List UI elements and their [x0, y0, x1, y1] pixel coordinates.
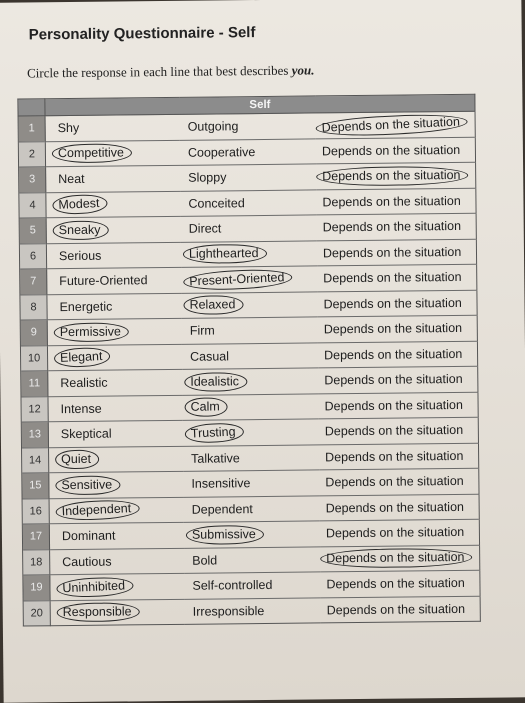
option-c-label: Depends on the situation: [323, 321, 463, 337]
option-b-cell[interactable]: [184, 521, 320, 548]
option-b-cell[interactable]: [183, 419, 319, 446]
option-a-label: Cautious: [62, 554, 112, 569]
option-b-cell[interactable]: [182, 342, 318, 369]
option-a-label-circled: Uninhibited: [56, 576, 133, 598]
option-b-label-circled: Lighthearted: [183, 244, 267, 264]
row-number: 4: [19, 192, 46, 218]
row-number: 7: [20, 269, 47, 295]
row-number: 6: [19, 243, 46, 269]
row-number: 11: [21, 371, 48, 397]
row-number: 20: [23, 600, 50, 626]
option-a-cell[interactable]: [49, 446, 184, 473]
row-number: 17: [22, 524, 49, 550]
option-a-cell[interactable]: [47, 267, 182, 294]
option-c-label: Depends on the situation: [323, 346, 463, 363]
option-a-label-circled: Elegant: [54, 347, 111, 369]
row-number: 13: [21, 422, 48, 448]
option-c-cell[interactable]: [318, 315, 478, 342]
option-a-cell[interactable]: [49, 471, 184, 498]
option-b-label-circled: Idealistic: [184, 372, 247, 392]
option-c-cell[interactable]: [320, 570, 480, 597]
row-number: 2: [18, 141, 45, 167]
option-a-label: Dominant: [61, 528, 116, 544]
option-a-label-circled: Permissive: [54, 322, 129, 342]
option-c-label: Depends on the situation: [325, 525, 465, 541]
option-a-label-circled: Responsible: [57, 603, 140, 623]
option-c-cell[interactable]: [316, 188, 476, 215]
option-c-cell[interactable]: [317, 264, 477, 291]
option-c-cell[interactable]: [318, 341, 478, 368]
option-a-label-circled: Modest: [52, 194, 108, 215]
option-c-cell[interactable]: [320, 519, 480, 546]
option-a-cell[interactable]: [48, 420, 183, 447]
option-c-label: Depends on the situation: [322, 193, 461, 210]
option-c-label: Depends on the situation: [326, 576, 465, 592]
option-c-cell[interactable]: [316, 162, 476, 189]
option-c-label-circled: Depends on the situation: [316, 166, 468, 187]
option-b-label: Conceited: [188, 195, 245, 211]
option-c-cell[interactable]: [321, 596, 481, 623]
option-c-cell[interactable]: [317, 239, 477, 266]
option-a-cell[interactable]: [50, 548, 185, 575]
option-b-label-circled: Calm: [184, 398, 227, 417]
option-b-label-circled: Relaxed: [183, 295, 243, 315]
option-b-label: Cooperative: [187, 144, 256, 160]
option-b-cell[interactable]: [181, 266, 317, 293]
row-number: 16: [22, 498, 49, 524]
option-b-cell[interactable]: [180, 164, 316, 191]
row-number: 9: [20, 320, 47, 346]
option-c-label-circled: Depends on the situation: [315, 112, 468, 138]
option-b-cell[interactable]: [182, 393, 318, 420]
option-b-cell[interactable]: [181, 215, 317, 242]
option-c-cell[interactable]: [319, 468, 479, 495]
option-b-cell[interactable]: [184, 495, 320, 522]
option-c-cell[interactable]: [319, 417, 479, 444]
option-c-label: Depends on the situation: [324, 397, 463, 414]
option-b-cell[interactable]: [183, 470, 319, 497]
header-blank-cell: [18, 99, 45, 116]
option-c-label: Depends on the situation: [322, 244, 462, 261]
option-a-cell[interactable]: [49, 497, 184, 524]
option-b-label: Outgoing: [187, 119, 239, 135]
option-a-cell[interactable]: [50, 599, 185, 626]
option-b-cell[interactable]: [180, 189, 316, 216]
option-a-cell[interactable]: [45, 114, 180, 141]
option-c-cell[interactable]: [318, 392, 478, 419]
option-c-cell[interactable]: [316, 111, 476, 138]
option-b-label-circled: Trusting: [184, 422, 244, 444]
option-c-cell[interactable]: [317, 290, 477, 317]
option-c-cell[interactable]: [319, 443, 479, 470]
option-c-label: Depends on the situation: [326, 601, 466, 618]
table-body: [18, 111, 480, 626]
row-number: 12: [21, 396, 48, 422]
row-number: 5: [19, 218, 46, 244]
option-a-cell[interactable]: [50, 573, 185, 600]
option-b-label: Casual: [189, 349, 230, 364]
option-a-label: Intense: [60, 401, 102, 416]
option-b-cell[interactable]: [181, 291, 317, 318]
option-b-cell[interactable]: [183, 444, 319, 471]
option-c-label: Depends on the situation: [325, 448, 464, 465]
option-c-cell[interactable]: [316, 137, 476, 164]
option-b-cell[interactable]: [185, 597, 321, 624]
option-b-cell[interactable]: [184, 546, 320, 573]
option-a-label: Skeptical: [60, 426, 112, 442]
option-a-cell[interactable]: [46, 165, 181, 192]
option-b-cell[interactable]: [184, 572, 320, 599]
option-a-label: Realistic: [60, 375, 108, 391]
option-a-label: Serious: [58, 248, 102, 263]
option-a-cell[interactable]: [46, 242, 181, 269]
option-a-label-circled: Competitive: [52, 144, 132, 164]
row-number: 18: [23, 549, 50, 575]
row-number: 15: [22, 473, 49, 499]
option-b-cell[interactable]: [180, 113, 316, 140]
option-a-cell[interactable]: [47, 293, 182, 320]
instruction-text: Circle the response in each line that best describes: [27, 62, 292, 81]
option-a-label-circled: Sensitive: [55, 475, 120, 495]
row-number: 1: [18, 116, 45, 142]
option-c-label: Depends on the situation: [324, 423, 464, 439]
option-b-cell[interactable]: [181, 240, 317, 267]
row-number: 19: [23, 575, 50, 601]
option-b-label: Irresponsible: [192, 603, 265, 619]
option-b-label: Dependent: [191, 501, 253, 517]
instruction-line: [27, 62, 315, 81]
option-c-label: Depends on the situation: [321, 142, 461, 159]
option-a-cell[interactable]: [45, 140, 180, 167]
option-a-label: Future-Oriented: [59, 273, 148, 289]
option-a-cell[interactable]: [46, 191, 181, 218]
option-a-cell[interactable]: [48, 369, 183, 396]
row-number: 14: [22, 447, 49, 473]
option-a-label-circled: Independent: [55, 499, 139, 522]
instruction-emphasis: you.: [291, 62, 315, 78]
option-a-cell[interactable]: [49, 522, 184, 549]
option-b-label: Self-controlled: [192, 578, 273, 593]
option-a-label: Shy: [57, 121, 80, 136]
option-c-cell[interactable]: [320, 545, 480, 572]
page-title: Personality Questionnaire - Self: [28, 24, 256, 44]
row-number: 3: [19, 167, 46, 193]
option-b-label: Insensitive: [191, 476, 251, 492]
option-b-label: Firm: [189, 323, 215, 339]
option-b-cell[interactable]: [182, 368, 318, 395]
row-number: 8: [20, 294, 47, 320]
option-a-label-circled: Quiet: [55, 450, 99, 469]
option-b-label-circled: Present-Oriented: [183, 268, 293, 292]
option-b-label-circled: Submissive: [186, 525, 264, 545]
option-a-label-circled: Sneaky: [53, 220, 109, 240]
option-c-label: Depends on the situation: [322, 219, 462, 235]
option-b-cell[interactable]: [180, 138, 316, 165]
row-number: 10: [20, 345, 47, 371]
option-c-label: Depends on the situation: [325, 474, 464, 490]
option-b-label: Direct: [188, 221, 222, 237]
option-c-label: Depends on the situation: [323, 270, 462, 286]
table-row: [23, 596, 480, 626]
option-c-label-circled: Depends on the situation: [320, 548, 472, 569]
option-b-cell[interactable]: [182, 317, 318, 344]
option-c-cell[interactable]: [317, 213, 477, 240]
option-c-label: Depends on the situation: [325, 499, 465, 516]
option-c-label: Depends on the situation: [323, 295, 462, 312]
option-a-cell[interactable]: [46, 216, 181, 243]
option-a-label: Energetic: [59, 299, 113, 314]
option-c-cell[interactable]: [318, 366, 478, 393]
option-a-cell[interactable]: [47, 344, 182, 371]
option-c-label: Depends on the situation: [324, 372, 463, 388]
header-self: Self: [45, 94, 475, 116]
option-a-label: Neat: [58, 172, 85, 187]
option-a-cell[interactable]: [47, 318, 182, 345]
option-c-cell[interactable]: [320, 494, 480, 521]
option-b-label: Talkative: [191, 450, 240, 466]
questionnaire-table: [17, 94, 481, 627]
option-b-label: Bold: [192, 553, 218, 568]
option-b-label: Sloppy: [188, 170, 227, 186]
option-a-cell[interactable]: [48, 395, 183, 422]
